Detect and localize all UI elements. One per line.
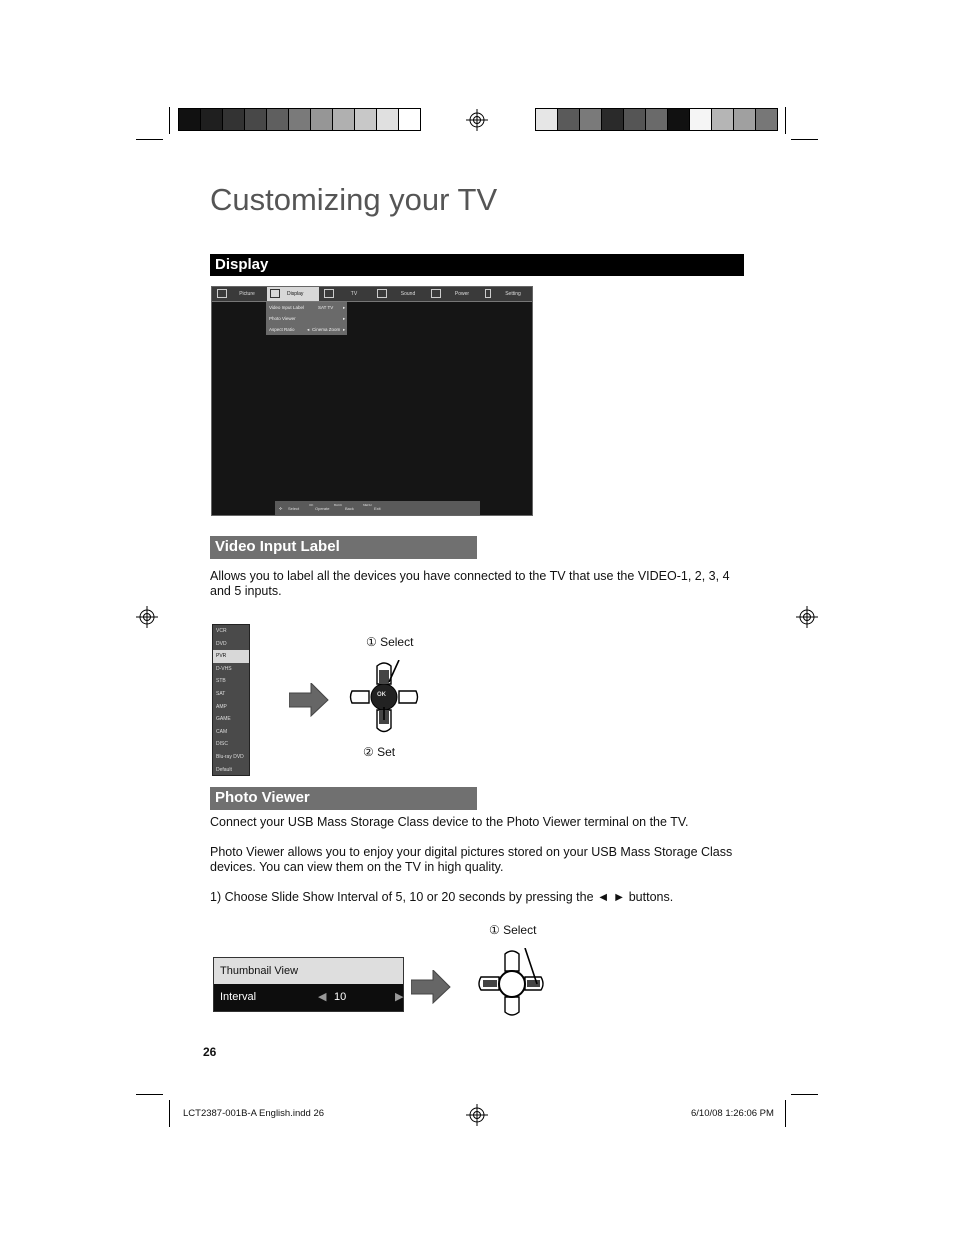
page-number: 26: [203, 1045, 217, 1059]
arrow-right-icon: ▶: [395, 991, 404, 1003]
list-item[interactable]: SAT: [216, 691, 226, 697]
tab-display[interactable]: Display: [267, 287, 319, 301]
crop-mark: [791, 139, 818, 140]
arrow-left-icon: ◀: [318, 991, 327, 1003]
tab-tv[interactable]: TV: [350, 291, 358, 297]
list-item[interactable]: DVD: [216, 640, 227, 647]
tab-sound[interactable]: Sound: [400, 291, 416, 297]
color-swatch: [579, 108, 602, 131]
remote-dpad-icon: [477, 948, 549, 1020]
tab-picture[interactable]: Picture: [239, 291, 255, 297]
music-note-icon: [377, 289, 387, 298]
callout-select: ① Select: [366, 635, 414, 649]
color-swatch: [711, 108, 734, 131]
tv-icon: [324, 289, 334, 298]
color-swatch: [266, 108, 289, 131]
color-swatch: [354, 108, 377, 131]
color-swatch: [557, 108, 580, 131]
arrow-right-icon: ▸: [343, 327, 346, 332]
color-swatch: [310, 108, 333, 131]
arrow-left-icon: ◂: [307, 327, 310, 332]
tab-setting[interactable]: Setting: [505, 291, 521, 297]
source-label-list: [212, 624, 250, 776]
callout-set: ② Set: [363, 745, 396, 759]
callout-select-photo: ① Select: [489, 923, 537, 937]
list-item[interactable]: PVR: [213, 650, 249, 663]
color-swatch: [398, 108, 421, 131]
display-submenu: [266, 302, 347, 335]
section-heading-display: Display: [210, 254, 744, 276]
ok-button-label: OK: [377, 692, 386, 698]
crop-mark: [791, 1094, 818, 1095]
arrow-right-icon: [411, 970, 451, 1004]
picture-icon: [217, 289, 227, 298]
crop-mark: [169, 1100, 170, 1127]
tv-menu-screenshot: [211, 286, 533, 516]
footer-timestamp: 6/10/08 1:26:06 PM: [691, 1108, 774, 1119]
registration-target-icon: [466, 1104, 488, 1126]
list-item[interactable]: AMP: [216, 703, 227, 710]
arrow-right-icon: ▸: [343, 316, 346, 321]
dpad-icon: ✣: [279, 506, 283, 511]
crop-mark: [785, 1100, 786, 1127]
color-swatch: [200, 108, 223, 131]
color-swatch: [178, 108, 201, 131]
list-item[interactable]: STB: [216, 678, 226, 685]
section-heading-photo-viewer: Photo Viewer: [210, 787, 477, 810]
video-input-description: Allows you to label all the devices you have connected to the TV that use the VIDEO-1, 2, 3, 4 and 5 inputs.: [210, 569, 730, 598]
crop-mark: [169, 107, 170, 134]
interval-row[interactable]: Interval ◀ 10 ▶: [214, 984, 403, 1011]
display-icon: [270, 289, 280, 298]
color-swatch: [601, 108, 624, 131]
tv-menu-tabs: [212, 287, 532, 302]
registration-target-icon: [466, 109, 488, 131]
photo-viewer-para1: Connect your USB Mass Storage Class device to the Photo Viewer terminal on the TV.: [210, 815, 689, 829]
menu-item-video-input-label[interactable]: Video Input Label SAT TV ▸: [266, 302, 347, 313]
list-item[interactable]: Blu-ray DVD: [216, 754, 244, 760]
list-item[interactable]: D-VHS: [216, 665, 232, 672]
page-title: Customizing your TV: [210, 182, 498, 217]
color-swatch: [689, 108, 712, 131]
color-swatch: [645, 108, 668, 131]
color-swatch: [733, 108, 756, 131]
color-swatch: [222, 108, 245, 131]
thumbnail-view-label: Thumbnail View: [214, 958, 403, 984]
list-item[interactable]: VCR: [216, 628, 227, 634]
color-swatch: [376, 108, 399, 131]
setting-icon: [485, 289, 491, 298]
thumbnail-settings-box: [213, 957, 404, 1012]
color-swatch: [755, 108, 778, 131]
color-swatch: [667, 108, 690, 131]
registration-target-icon: [136, 606, 158, 628]
arrow-right-icon: ▸: [343, 305, 346, 310]
tv-footer-guide: ✣ Select OK Operate BACK Back MENU Exit: [275, 501, 480, 515]
color-swatch: [332, 108, 355, 131]
color-swatch: [288, 108, 311, 131]
section-heading-video-input-label: Video Input Label: [210, 536, 477, 559]
arrow-right-icon: [289, 683, 329, 717]
list-item[interactable]: CAM: [216, 728, 228, 735]
menu-item-aspect-ratio[interactable]: Aspect Ratio ◂ Cinema Zoom ▸: [266, 324, 347, 335]
list-item[interactable]: DISC: [216, 741, 228, 748]
color-swatch: [535, 108, 558, 131]
registration-target-icon: [796, 606, 818, 628]
footer-filename: LCT2387-001B-A English.indd 26: [183, 1108, 325, 1119]
crop-mark: [136, 1094, 163, 1095]
crop-mark: [785, 107, 786, 134]
photo-viewer-step1: 1) Choose Slide Show Interval of 5, 10 or 20 seconds by pressing the ◄ ► buttons.: [210, 890, 674, 904]
menu-item-photo-viewer[interactable]: Photo Viewer ▸: [266, 313, 347, 324]
list-item[interactable]: Default: [216, 766, 232, 773]
photo-viewer-para2: Photo Viewer allows you to enjoy your digital pictures stored on your USB Mass Storage Class devices. You can view them on the TV in high quality.: [210, 845, 733, 874]
color-swatch: [623, 108, 646, 131]
color-swatch: [244, 108, 267, 131]
crop-mark: [136, 139, 163, 140]
power-icon: [431, 289, 441, 298]
list-item[interactable]: GAME: [216, 716, 231, 723]
tab-power[interactable]: Power: [454, 291, 470, 297]
